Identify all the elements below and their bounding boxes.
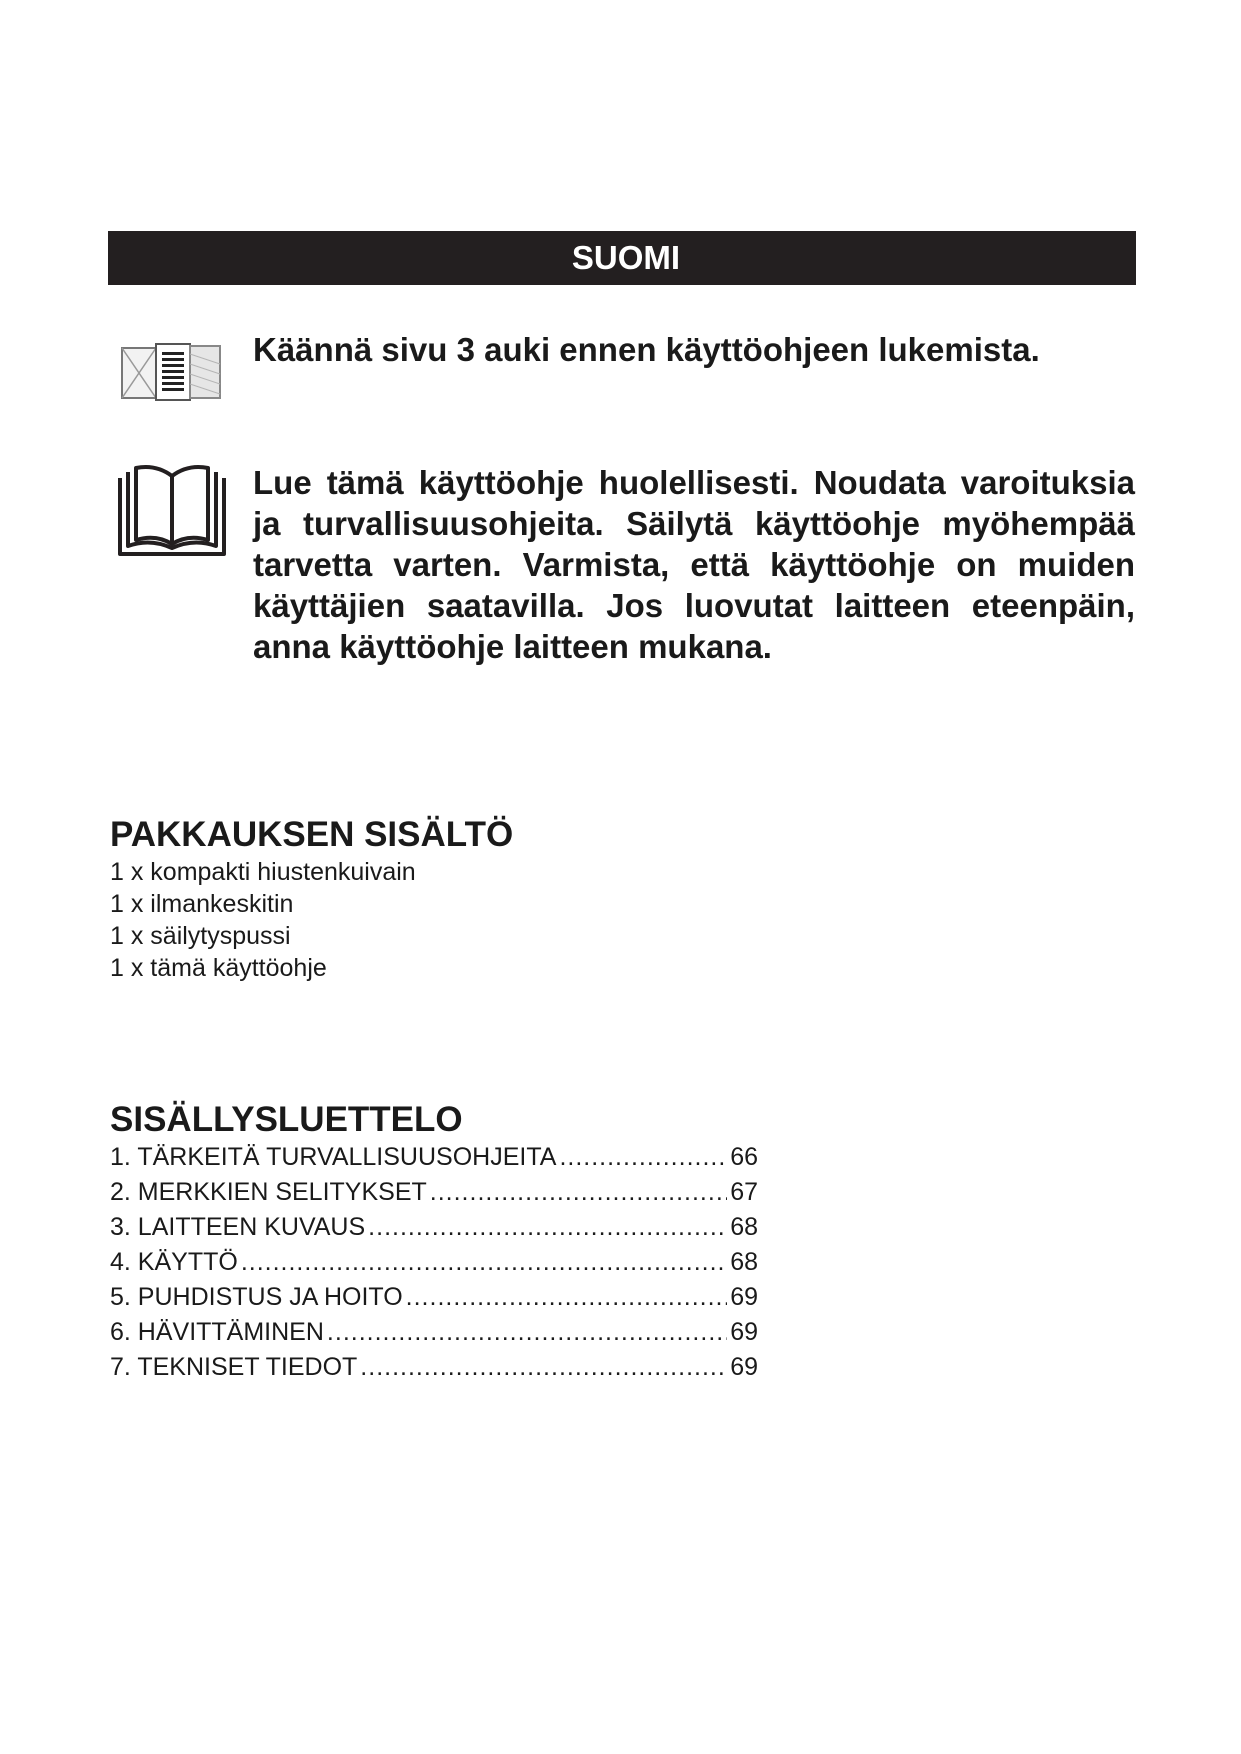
toc-entry-page: 69 [730,1318,758,1346]
toc-leader-dots [360,1350,727,1385]
list-item: 1 x tämä käyttöohje [110,954,327,982]
read-manual-line: Lue tämä käyttöohje huolellisesti. Noudata varoituksia [253,464,1135,501]
list-item: 1 x ilmankeskitin [110,890,294,918]
open-book-icon [116,464,228,560]
table-of-contents-list [110,1140,758,1385]
toc-entry-page: 68 [730,1248,758,1276]
toc-entry[interactable] [110,1280,758,1315]
toc-entry[interactable] [110,1315,758,1350]
read-manual-line: anna käyttöohje laitteen mukana. [253,628,772,665]
read-manual-line: ja turvallisuusohjeita. Säilytä käyttöohje myöhempää [253,505,1135,542]
read-manual-line: käyttäjien saatavilla. Jos luovutat laitteen eteenpäin, [253,587,1135,624]
toc-entry[interactable] [110,1350,758,1385]
unfold-page-notice: Käännä sivu 3 auki ennen käyttöohjeen lukemista. [253,331,1040,368]
toc-entry-page: 68 [730,1213,758,1241]
toc-entry-label: 5. PUHDISTUS JA HOITO [110,1283,403,1311]
unfold-page-icon [120,340,224,404]
toc-entry-page: 67 [730,1178,758,1206]
toc-leader-dots [406,1280,728,1315]
package-contents-title: PAKKAUKSEN SISÄLTÖ [110,815,514,854]
list-item: 1 x kompakti hiustenkuivain [110,858,416,886]
language-label: SUOMI [571,239,681,276]
toc-entry-label: 7. TEKNISET TIEDOT [110,1353,358,1381]
toc-entry[interactable] [110,1140,758,1175]
read-manual-line: tarvetta varten. Varmista, että käyttöohje on muiden [253,546,1135,583]
toc-entry-label: 1. TÄRKEITÄ TURVALLISUUSOHJEITA [110,1143,557,1171]
toc-entry-page: 66 [730,1143,758,1171]
toc-leader-dots [368,1210,727,1245]
toc-entry-page: 69 [730,1283,758,1311]
toc-entry[interactable] [110,1245,758,1280]
toc-leader-dots [559,1140,727,1175]
list-item: 1 x säilytyspussi [110,922,291,950]
toc-leader-dots [241,1245,727,1280]
toc-entry-label: 2. MERKKIEN SELITYKSET [110,1178,427,1206]
language-header-bar [108,231,1136,285]
table-of-contents-title: SISÄLLYSLUETTELO [110,1100,463,1139]
toc-entry-label: 3. LAITTEEN KUVAUS [110,1213,366,1241]
toc-entry[interactable] [110,1175,758,1210]
toc-leader-dots [327,1315,727,1350]
package-contents-list [110,856,416,984]
toc-entry[interactable] [110,1210,758,1245]
toc-entry-label: 6. HÄVITTÄMINEN [110,1318,324,1346]
read-manual-notice [253,462,1135,667]
toc-entry-label: 4. KÄYTTÖ [110,1248,238,1276]
toc-leader-dots [430,1175,727,1210]
toc-entry-page: 69 [730,1353,758,1381]
